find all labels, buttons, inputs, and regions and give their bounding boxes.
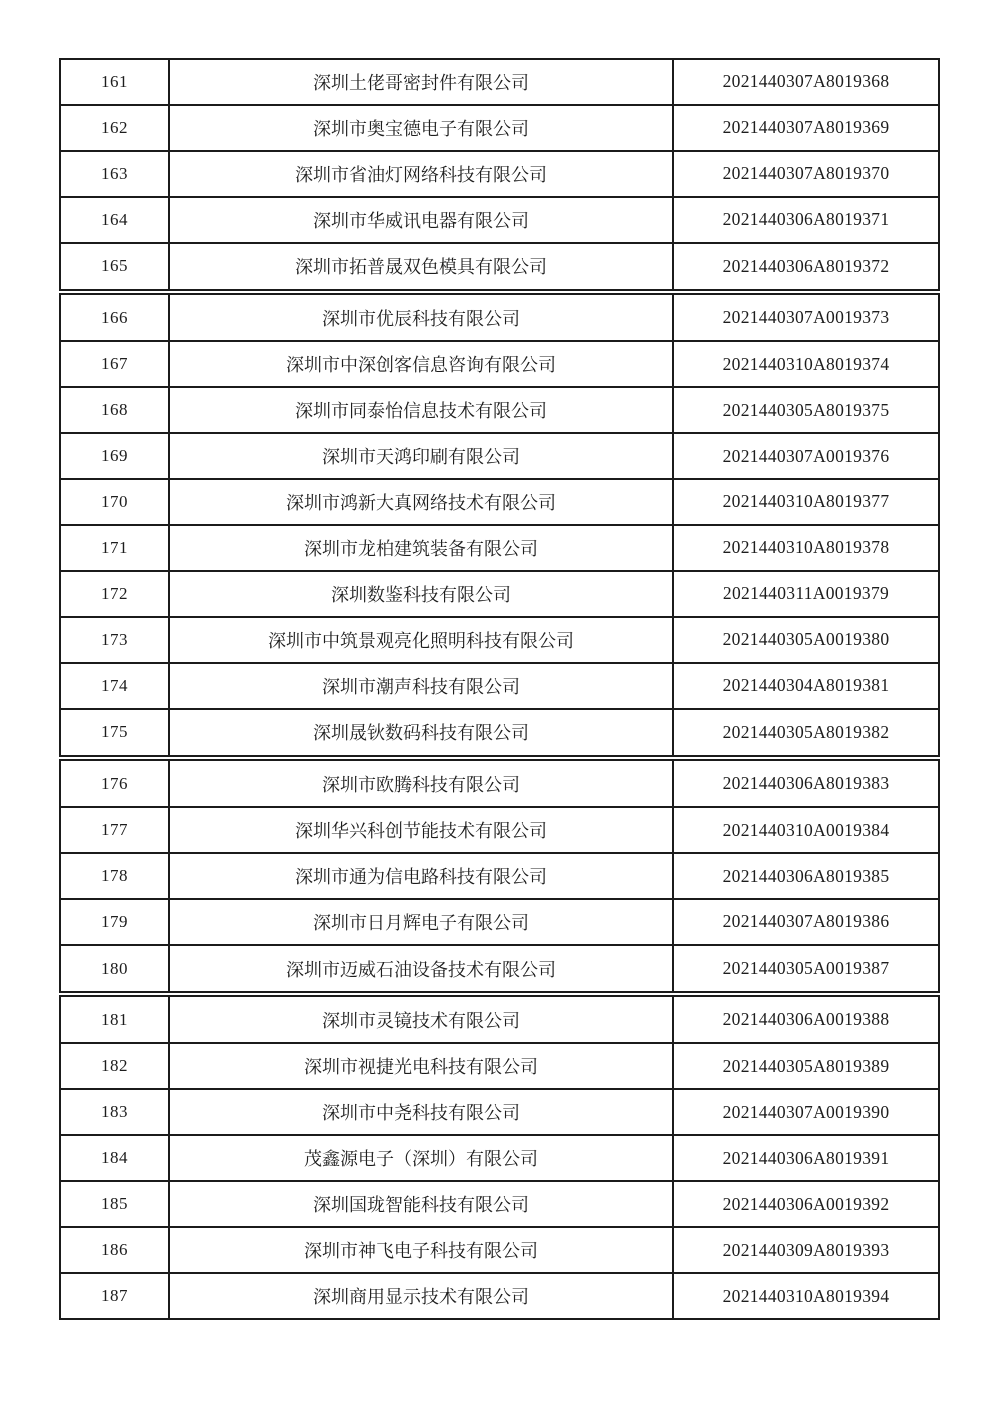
registration-code-cell: 2021440311A0019379 (673, 571, 939, 617)
table-row (60, 945, 939, 994)
company-name-cell: 深圳市中筑景观亮化照明科技有限公司 (169, 617, 673, 663)
row-index-cell: 178 (60, 853, 169, 899)
table-row (60, 571, 939, 617)
company-name-cell: 深圳土佬哥密封件有限公司 (169, 59, 673, 105)
row-index-cell: 182 (60, 1043, 169, 1089)
table-row (60, 1043, 939, 1089)
registration-code-cell: 2021440310A8019378 (673, 525, 939, 571)
company-name-cell: 深圳商用显示技术有限公司 (169, 1273, 673, 1319)
row-index-cell: 173 (60, 617, 169, 663)
registration-code-cell: 2021440306A8019383 (673, 758, 939, 807)
company-name-cell: 深圳市天鸿印刷有限公司 (169, 433, 673, 479)
row-index-cell: 164 (60, 197, 169, 243)
registration-code-cell: 2021440305A8019382 (673, 709, 939, 758)
row-index-cell: 183 (60, 1089, 169, 1135)
company-name-cell: 深圳市中深创客信息咨询有限公司 (169, 341, 673, 387)
table-row (60, 243, 939, 292)
table-row (60, 59, 939, 105)
table-row (60, 433, 939, 479)
row-index-cell: 172 (60, 571, 169, 617)
registration-code-cell: 2021440307A8019370 (673, 151, 939, 197)
registration-code-cell: 2021440305A8019389 (673, 1043, 939, 1089)
row-index-cell: 187 (60, 1273, 169, 1319)
row-index-cell: 166 (60, 292, 169, 341)
table-row (60, 292, 939, 341)
company-name-cell: 深圳市迈威石油设备技术有限公司 (169, 945, 673, 994)
company-registry-table (59, 58, 940, 1320)
table-row (60, 1273, 939, 1319)
table-row (60, 105, 939, 151)
table-row (60, 151, 939, 197)
company-name-cell: 深圳市华威讯电器有限公司 (169, 197, 673, 243)
table-row (60, 525, 939, 571)
table-row (60, 807, 939, 853)
company-name-cell: 深圳华兴科创节能技术有限公司 (169, 807, 673, 853)
row-index-cell: 176 (60, 758, 169, 807)
registration-code-cell: 2021440306A8019372 (673, 243, 939, 292)
company-name-cell: 深圳国珑智能科技有限公司 (169, 1181, 673, 1227)
company-name-cell: 深圳市灵镜技术有限公司 (169, 994, 673, 1043)
company-name-cell: 深圳市通为信电路科技有限公司 (169, 853, 673, 899)
table-row (60, 341, 939, 387)
row-index-cell: 184 (60, 1135, 169, 1181)
table-row (60, 479, 939, 525)
company-name-cell: 茂鑫源电子（深圳）有限公司 (169, 1135, 673, 1181)
row-index-cell: 175 (60, 709, 169, 758)
company-name-cell: 深圳市龙柏建筑装备有限公司 (169, 525, 673, 571)
row-index-cell: 177 (60, 807, 169, 853)
company-name-cell: 深圳市鸿新大真网络技术有限公司 (169, 479, 673, 525)
company-name-cell: 深圳市优辰科技有限公司 (169, 292, 673, 341)
registration-code-cell: 2021440310A0019384 (673, 807, 939, 853)
table-row (60, 1089, 939, 1135)
registration-code-cell: 2021440306A0019392 (673, 1181, 939, 1227)
registration-code-cell: 2021440307A0019376 (673, 433, 939, 479)
registration-code-cell: 2021440307A8019369 (673, 105, 939, 151)
company-name-cell: 深圳市视捷光电科技有限公司 (169, 1043, 673, 1089)
table-row (60, 1181, 939, 1227)
company-name-cell: 深圳市奥宝德电子有限公司 (169, 105, 673, 151)
row-index-cell: 162 (60, 105, 169, 151)
registration-code-cell: 2021440310A8019394 (673, 1273, 939, 1319)
registration-code-cell: 2021440306A8019371 (673, 197, 939, 243)
registration-code-cell: 2021440305A0019387 (673, 945, 939, 994)
company-name-cell: 深圳市省油灯网络科技有限公司 (169, 151, 673, 197)
table-row (60, 1135, 939, 1181)
registration-code-cell: 2021440307A8019368 (673, 59, 939, 105)
registration-code-cell: 2021440305A8019375 (673, 387, 939, 433)
registration-code-cell: 2021440307A0019373 (673, 292, 939, 341)
table-row (60, 1227, 939, 1273)
company-name-cell: 深圳市神飞电子科技有限公司 (169, 1227, 673, 1273)
company-name-cell: 深圳市潮声科技有限公司 (169, 663, 673, 709)
table-row (60, 899, 939, 945)
company-name-cell: 深圳晟钬数码科技有限公司 (169, 709, 673, 758)
table-row (60, 758, 939, 807)
registration-code-cell: 2021440309A8019393 (673, 1227, 939, 1273)
table-row (60, 617, 939, 663)
row-index-cell: 170 (60, 479, 169, 525)
row-index-cell: 186 (60, 1227, 169, 1273)
company-name-cell: 深圳市日月辉电子有限公司 (169, 899, 673, 945)
table-row (60, 663, 939, 709)
company-name-cell: 深圳市欧腾科技有限公司 (169, 758, 673, 807)
registration-code-cell: 2021440307A8019386 (673, 899, 939, 945)
registration-code-cell: 2021440310A8019374 (673, 341, 939, 387)
row-index-cell: 174 (60, 663, 169, 709)
registration-code-cell: 2021440310A8019377 (673, 479, 939, 525)
row-index-cell: 171 (60, 525, 169, 571)
table-row (60, 387, 939, 433)
row-index-cell: 167 (60, 341, 169, 387)
registration-code-cell: 2021440307A0019390 (673, 1089, 939, 1135)
company-registry-body (60, 59, 939, 1319)
row-index-cell: 169 (60, 433, 169, 479)
table-row (60, 197, 939, 243)
company-name-cell: 深圳数鉴科技有限公司 (169, 571, 673, 617)
registration-code-cell: 2021440305A0019380 (673, 617, 939, 663)
company-name-cell: 深圳市同泰怡信息技术有限公司 (169, 387, 673, 433)
table-row (60, 709, 939, 758)
table-row (60, 994, 939, 1043)
company-name-cell: 深圳市中尧科技有限公司 (169, 1089, 673, 1135)
company-name-cell: 深圳市拓普晟双色模具有限公司 (169, 243, 673, 292)
row-index-cell: 163 (60, 151, 169, 197)
registration-code-cell: 2021440304A8019381 (673, 663, 939, 709)
row-index-cell: 180 (60, 945, 169, 994)
row-index-cell: 161 (60, 59, 169, 105)
registration-code-cell: 2021440306A0019388 (673, 994, 939, 1043)
table-row (60, 853, 939, 899)
row-index-cell: 168 (60, 387, 169, 433)
registration-code-cell: 2021440306A8019391 (673, 1135, 939, 1181)
row-index-cell: 165 (60, 243, 169, 292)
row-index-cell: 179 (60, 899, 169, 945)
row-index-cell: 181 (60, 994, 169, 1043)
row-index-cell: 185 (60, 1181, 169, 1227)
registration-code-cell: 2021440306A8019385 (673, 853, 939, 899)
